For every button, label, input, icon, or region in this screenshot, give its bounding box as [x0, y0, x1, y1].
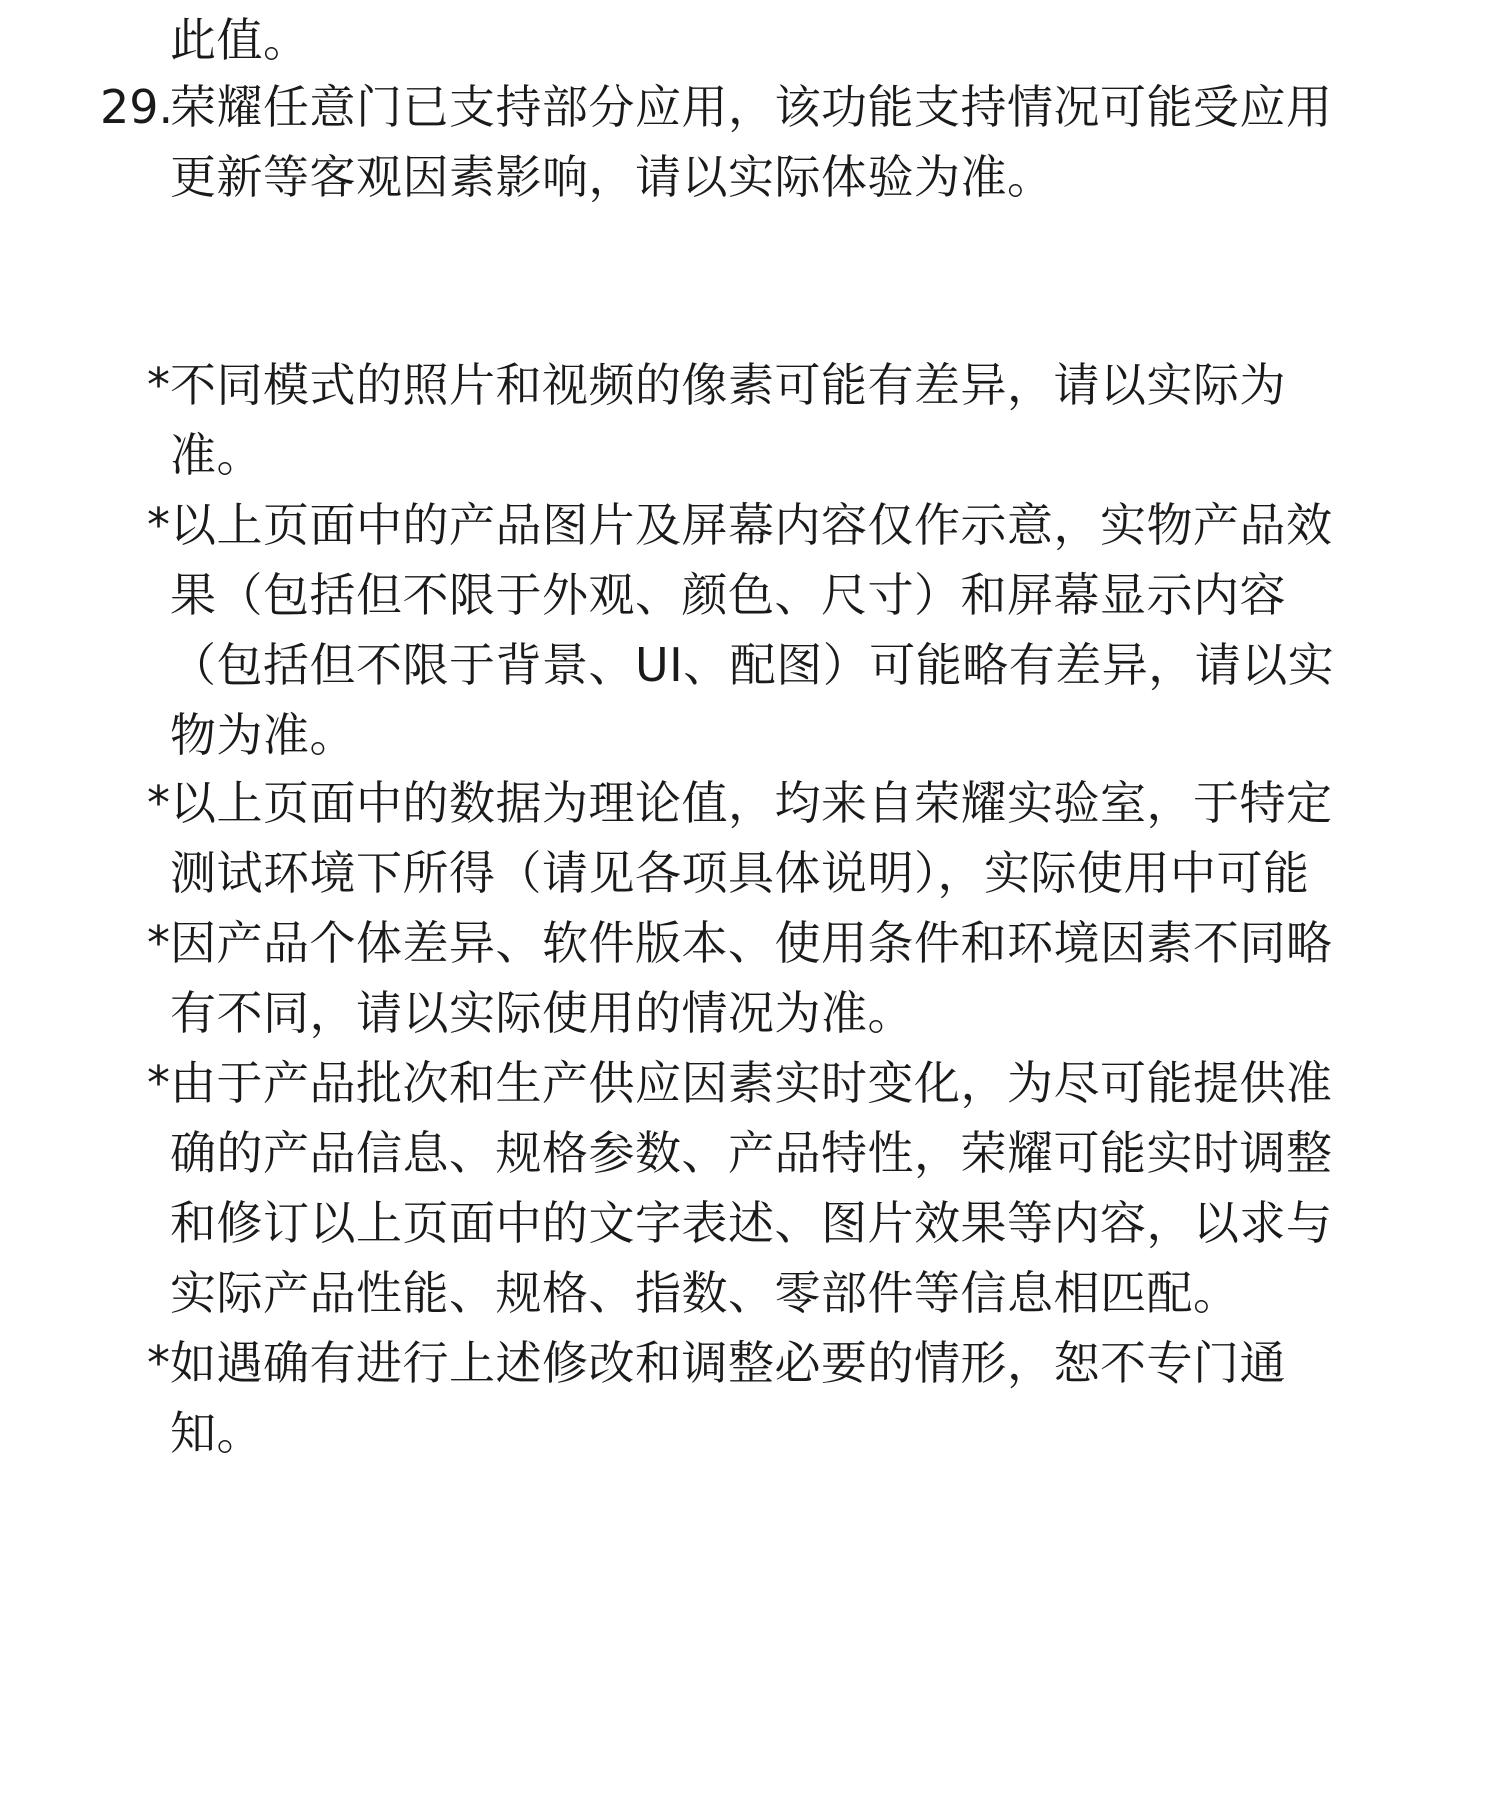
note-text-line: 以上页面中的产品图片及屏幕内容仅作示意，实物产品效 — [170, 498, 1333, 552]
top-fragment-text: 此值。 — [170, 13, 310, 67]
note-text-line: 知。 — [170, 1406, 263, 1460]
note-text-line: 测试环境下所得（请见各项具体说明），实际使用中可能 — [170, 846, 1310, 900]
note-text-line: 物为准。 — [170, 708, 356, 762]
note-text-line: 以上页面中的数据为理论值，均来自荣耀实验室，于特定 — [170, 776, 1333, 830]
asterisk-marker: * — [147, 1056, 170, 1110]
note-text-line: 有不同，请以实际使用的情况为准。 — [170, 986, 914, 1040]
note-text-line: 由于产品批次和生产供应因素实时变化，为尽可能提供准 — [170, 1056, 1333, 1110]
note-text-line: 果（包括但不限于外观、颜色、尺寸）和屏幕显示内容 — [170, 568, 1286, 622]
item-text-line: 更新等客观因素影响，请以实际体验为准。 — [170, 150, 1054, 204]
note-text-line: 不同模式的照片和视频的像素可能有差异，请以实际为 — [170, 358, 1286, 412]
asterisk-marker: * — [147, 358, 170, 412]
asterisk-marker: * — [147, 1336, 170, 1390]
note-text-line: 如遇确有进行上述修改和调整必要的情形，恕不专门通 — [170, 1336, 1286, 1390]
note-text-line: 实际产品性能、规格、指数、零部件等信息相匹配。 — [170, 1266, 1240, 1320]
note-text-line: 因产品个体差异、软件版本、使用条件和环境因素不同略 — [170, 916, 1333, 970]
note-text-line: 确的产品信息、规格参数、产品特性，荣耀可能实时调整 — [170, 1126, 1333, 1180]
asterisk-marker: * — [147, 498, 170, 552]
asterisk-marker: * — [147, 916, 170, 970]
item-number: 29. — [100, 80, 174, 134]
note-text-line: 准。 — [170, 428, 263, 482]
asterisk-marker: * — [147, 776, 170, 830]
note-text-line: 和修订以上页面中的文字表述、图片效果等内容，以求与 — [170, 1196, 1333, 1250]
note-text-line: （包括但不限于背景、UI、配图）可能略有差异，请以实 — [170, 638, 1335, 692]
item-text-line: 荣耀任意门已支持部分应用，该功能支持情况可能受应用 — [170, 80, 1333, 134]
